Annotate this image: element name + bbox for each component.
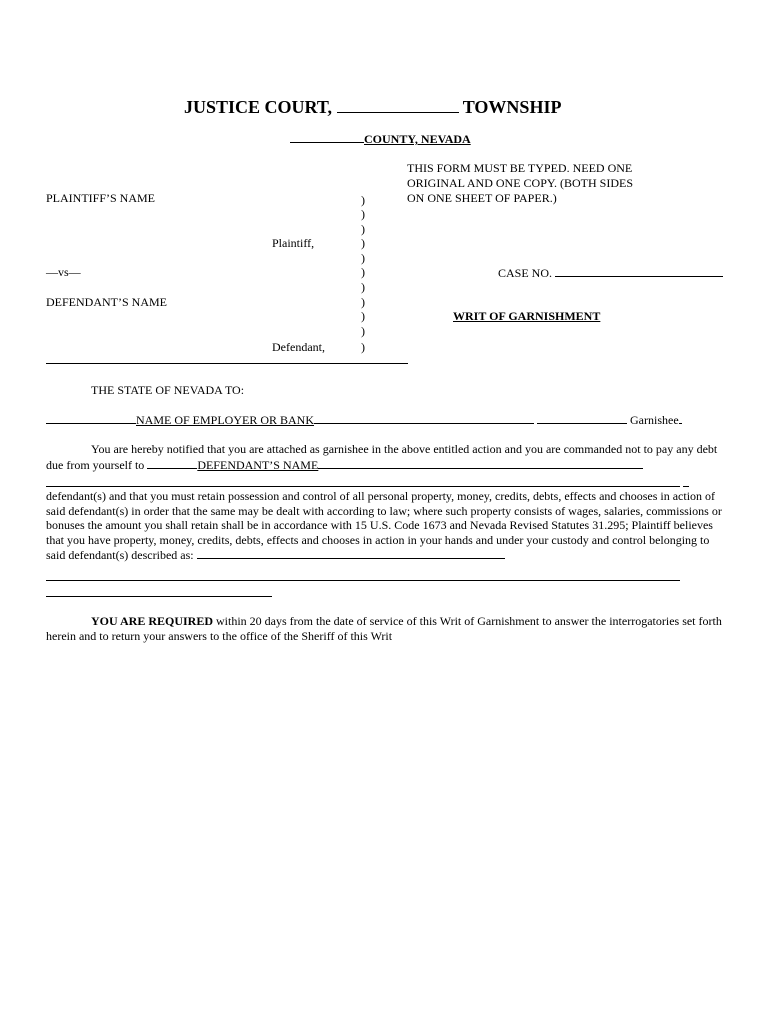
county-blank xyxy=(290,131,364,143)
garnishee-line xyxy=(46,412,682,427)
defendant-blank-tail[interactable] xyxy=(318,457,643,469)
garnishee-blank[interactable] xyxy=(537,412,627,424)
notice-line-1: THIS FORM MUST BE TYPED. NEED ONE xyxy=(407,161,633,175)
garnishee-end-blank xyxy=(679,412,682,424)
paren: ) xyxy=(361,324,365,338)
paragraph-retain xyxy=(46,489,726,563)
case-number xyxy=(498,265,723,280)
required-text: within 20 days from the date of service of this Writ of Garnishment to answer the interrogatories set forth herein and to return your answers to the office of the Sheriff of this Writ xyxy=(46,614,722,643)
caption-bottom-line xyxy=(46,363,408,364)
notice-line-3: ON ONE SHEET OF PAPER.) xyxy=(407,191,557,205)
writ-title: WRIT OF GARNISHMENT xyxy=(453,309,601,323)
case-number-blank[interactable] xyxy=(555,265,723,277)
paren: ) xyxy=(361,340,365,354)
paragraph-required xyxy=(46,614,726,643)
employer-blank-lead xyxy=(46,412,136,424)
notice-line-2: ORIGINAL AND ONE COPY. (BOTH SIDES xyxy=(407,176,634,190)
paragraph-notice-text: You are hereby notified that you are attached as garnishee in the above entitled action and you are commanded not to pay any debt due from yourself to xyxy=(46,442,718,472)
employer-blank-tail[interactable] xyxy=(314,412,534,424)
plaintiff-name: PLAINTIFF’S NAME xyxy=(46,191,156,205)
blank-line-2[interactable] xyxy=(46,580,680,581)
state-to: THE STATE OF NEVADA TO: xyxy=(91,383,245,397)
paren: ) xyxy=(361,295,365,309)
county-line xyxy=(290,131,471,146)
paren: ) xyxy=(361,265,365,279)
garnishee-label: Garnishee xyxy=(630,413,679,427)
paren: ) xyxy=(361,207,365,221)
defendant-blank-lead xyxy=(147,457,197,469)
paren: ) xyxy=(361,222,365,236)
paren: ) xyxy=(361,236,365,250)
defendant-label: Defendant, xyxy=(272,340,325,354)
township-blank xyxy=(337,96,459,113)
paragraph-retain-text: defendant(s) and that you must retain possession and control of all personal property, money, credits, debts, effects and chooses in action of said defendant(s) in order that the same may be dealt with according to law; where such property consists of wages, salaries, commissions or bonuses the amount you shall retain shall be in accordance with 15 U.S. Code 1673 and Nevada Revised Statutes 31.295; Plaintiff believes that you have property, money, credits, debts, effects and chooses in action in your hands and under your custody and control belonging to said defendant(s) described as: xyxy=(46,489,722,562)
defendant-name-field: DEFENDANT’S NAME xyxy=(197,457,319,472)
employer-bank-label: NAME OF EMPLOYER OR BANK xyxy=(136,413,315,427)
county-label: COUNTY, NEVADA xyxy=(364,132,471,146)
required-heading: YOU ARE REQUIRED xyxy=(91,614,214,628)
defendant-name: DEFENDANT’S NAME xyxy=(46,295,167,309)
court-title-left: JUSTICE COURT, xyxy=(184,97,333,117)
paren: ) xyxy=(361,193,365,207)
vs-label: —vs— xyxy=(46,265,81,279)
blank-line-1[interactable] xyxy=(46,486,680,487)
described-as-blank[interactable] xyxy=(197,547,505,559)
paren: ) xyxy=(361,280,365,294)
plaintiff-label: Plaintiff, xyxy=(272,236,315,250)
court-title-right: TOWNSHIP xyxy=(462,97,562,117)
paragraph-notice xyxy=(46,442,726,472)
paren: ) xyxy=(361,309,365,323)
paren: ) xyxy=(361,251,365,265)
case-number-label: CASE NO. xyxy=(498,266,553,280)
blank-line-3[interactable] xyxy=(46,596,272,597)
court-title xyxy=(184,96,561,117)
blank-line-1-end xyxy=(683,486,689,487)
